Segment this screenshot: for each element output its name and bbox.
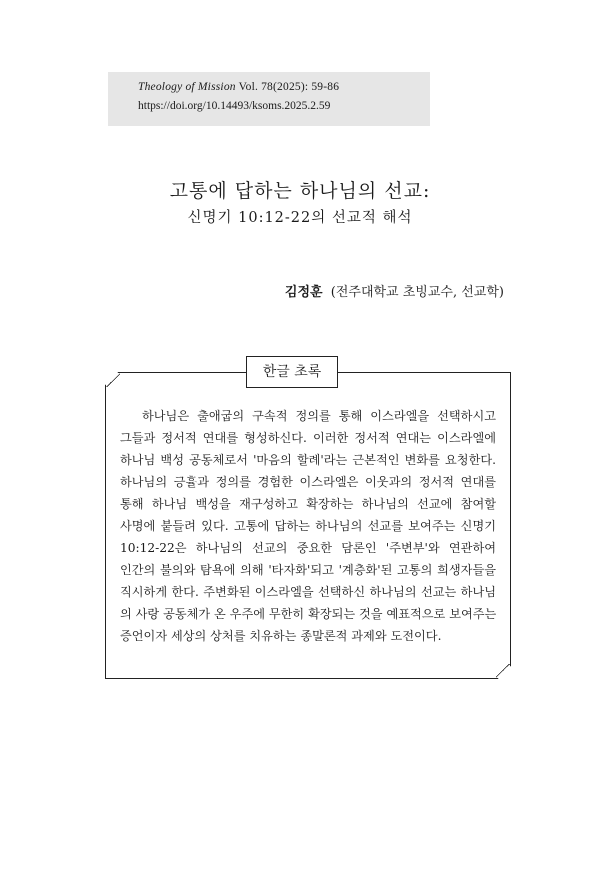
volume-info: Vol. 78(2025): 59-86 [238,81,340,93]
abstract-line: 하나님은 출애굽의 구속적 정의를 통해 이스라엘을 선택하시고 [142,409,496,423]
doi-link[interactable]: https://doi.org/10.14493/ksoms.2025.2.59 [138,100,331,112]
abstract-line: 하나님의 긍휼과 정의를 경험한 이스라엘은 이웃과의 정서적 연대를 [120,475,496,489]
abstract-line: 10:12-22은 하나님의 선교의 중요한 담론인 '주변부'와 연관하여 [120,541,496,555]
abstract-line: 사명에 붙들려 있다. 고통에 답하는 하나님의 선교를 보여주는 신명기 [120,519,496,533]
abstract-corner-br [496,664,512,680]
abstract-line: 그들과 정서적 연대를 형성하신다. 이러한 정서적 연대는 이스라엘에 [120,431,496,445]
abstract-text [120,405,496,647]
abstract-label: 한글 초록 [246,356,338,388]
abstract-line: 직시하게 한다. 주변화된 이스라엘을 선택하신 하나님의 선교는 하나님 [120,585,496,599]
journal-citation [138,81,339,93]
paper-title: 고통에 답하는 하나님의 선교: [169,180,431,202]
abstract-line: 통해 하나님 백성을 재구성하고 확장하는 하나님의 선교에 참여할 [120,497,496,511]
abstract-line: 하나님 백성 공동체로서 '마음의 할례'라는 근본적인 변화를 요청한다. [120,453,496,467]
abstract-line: 증언이자 세상의 상처를 치유하는 종말론적 과제와 도전이다. [120,629,442,643]
journal-name: Theology of Mission [138,81,236,93]
abstract-corner-tl [104,371,120,387]
abstract-line: 의 사랑 공동체가 온 우주에 무한히 확장되는 것을 예표적으로 보여주는 [120,607,496,621]
author-affiliation: (전주대학교 초빙교수, 선교학) [330,285,504,300]
author-name: 김정훈 [284,285,323,300]
paper-subtitle: 신명기 10:12-22의 선교적 해석 [187,210,413,226]
journal-header-box [108,72,430,126]
abstract-line: 인간의 불의와 탐욕에 의해 '타자화'되고 '계층화'된 고통의 희생자들을 [120,563,496,577]
abstract-box [105,372,511,679]
author-line [285,281,504,300]
